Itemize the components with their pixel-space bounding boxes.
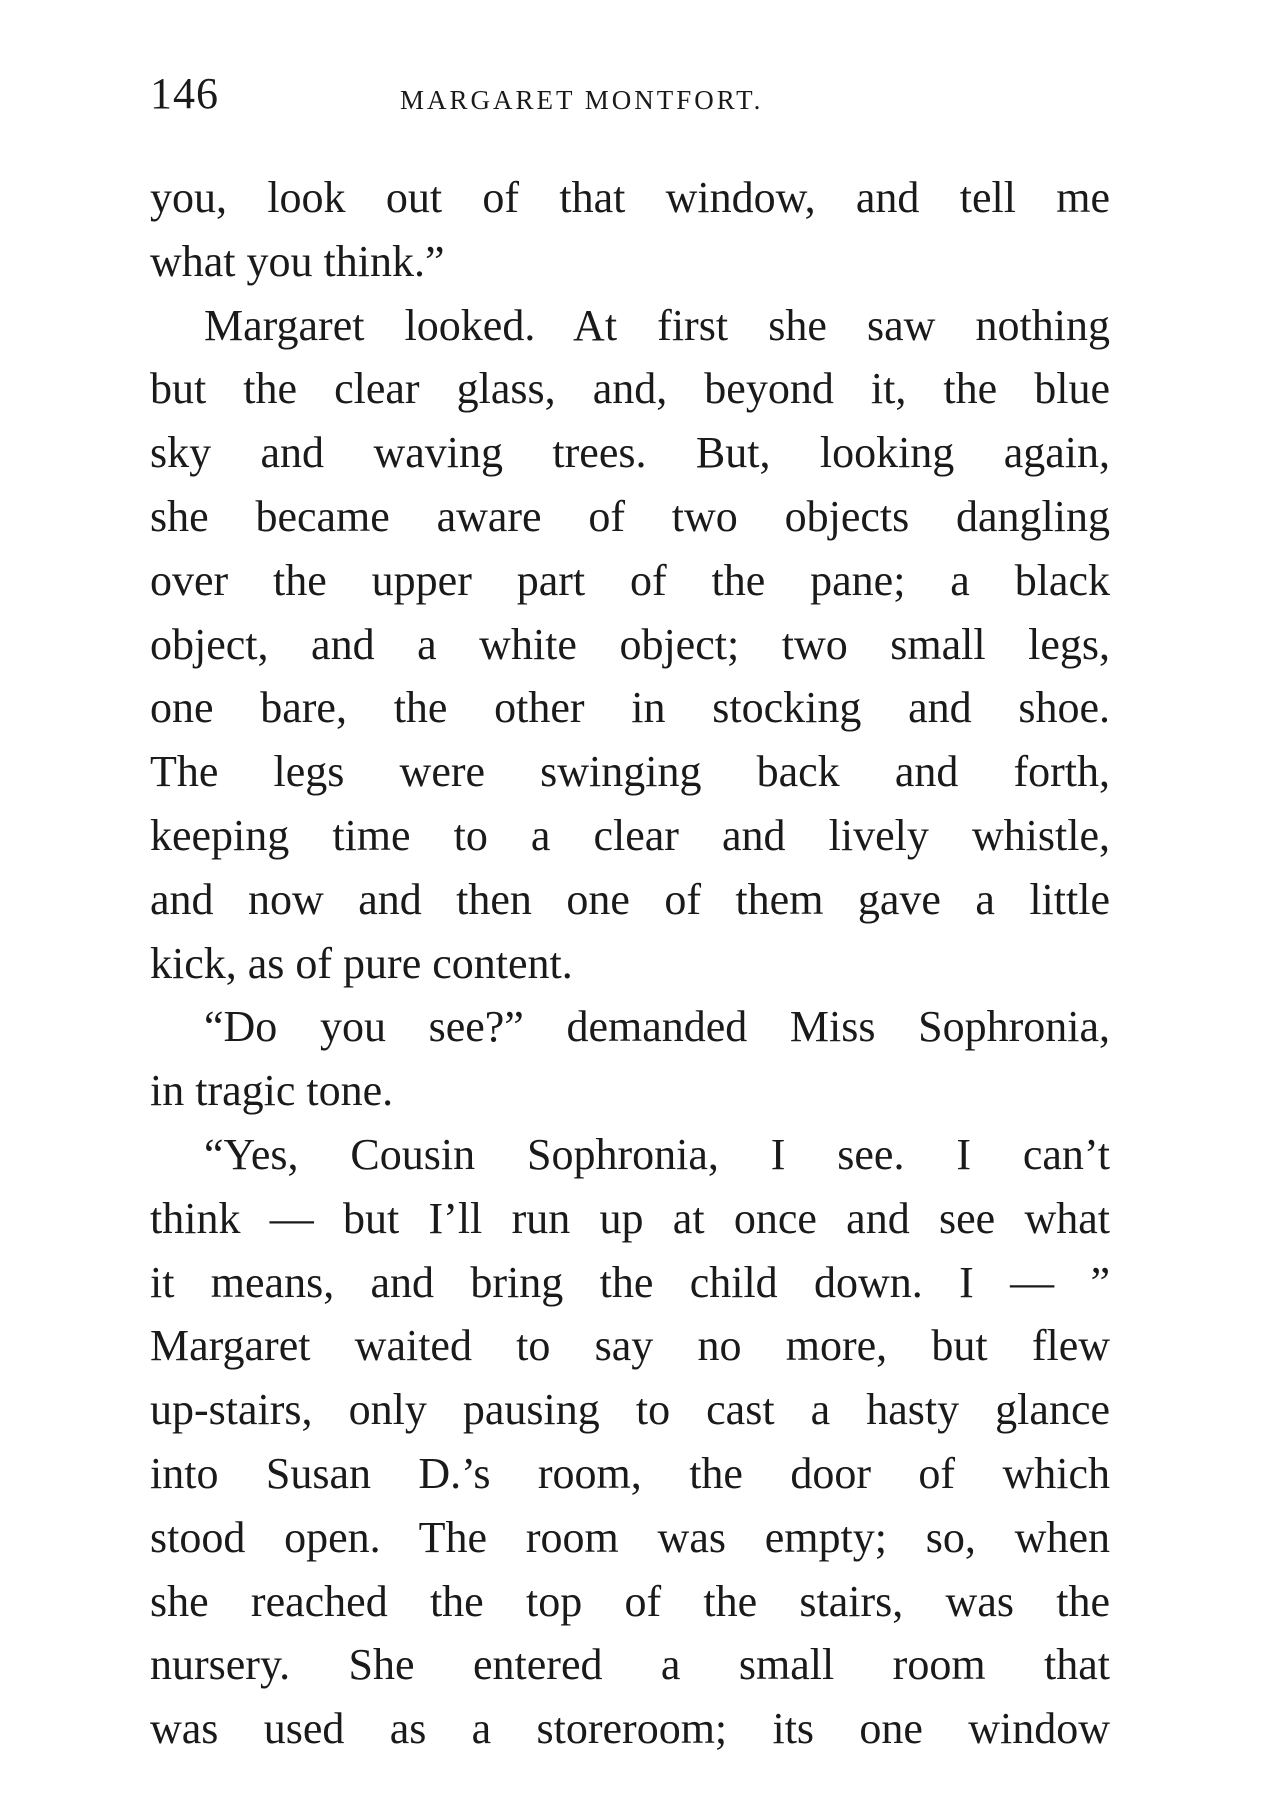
text-line: stood open. The room was empty; so, when <box>150 1512 1110 1562</box>
text-line: in tragic tone. <box>150 1066 394 1116</box>
text-line: The legs were swinging back and forth, <box>150 747 1110 797</box>
text-line: what you think.” <box>150 236 445 286</box>
text-line: think — but I’ll run up at once and see what <box>150 1193 1110 1243</box>
text-line: “Yes, Cousin Sophronia, I see. I can’t <box>204 1129 1110 1179</box>
text-line: keeping time to a clear and lively whistle, <box>150 810 1110 860</box>
text-line: she became aware of two objects dangling <box>150 491 1110 541</box>
text-line: nursery. She entered a small room that <box>150 1640 1110 1690</box>
text-line: sky and waving trees. But, looking again, <box>150 428 1110 478</box>
text-line: into Susan D.’s room, the door of which <box>150 1448 1110 1498</box>
text-line: object, and a white object; two small legs, <box>150 619 1110 669</box>
text-line: kick, as of pure content. <box>150 938 573 988</box>
text-line: up-stairs, only pausing to cast a hasty glance <box>150 1385 1110 1435</box>
text-line: one bare, the other in stocking and shoe. <box>150 683 1110 733</box>
text-line: was used as a storeroom; its one window <box>150 1704 1110 1754</box>
page-number: 146 <box>150 69 219 118</box>
page-body-text <box>150 166 1110 1761</box>
text-line: it means, and bring the child down. I — ” <box>150 1257 1110 1307</box>
text-line: and now and then one of them gave a little <box>150 874 1110 924</box>
text-line: she reached the top of the stairs, was the <box>150 1576 1110 1626</box>
text-line: but the clear glass, and, beyond it, the blue <box>150 364 1110 414</box>
text-line: over the upper part of the pane; a black <box>150 555 1110 605</box>
text-line: you, look out of that window, and tell me <box>150 173 1110 222</box>
running-title: MARGARET MONTFORT. <box>400 85 764 115</box>
text-line: “Do you see?” demanded Miss Sophronia, <box>204 1002 1110 1052</box>
text-line: Margaret waited to say no more, but flew <box>150 1321 1110 1371</box>
text-line: Margaret looked. At first she saw nothing <box>204 300 1110 350</box>
page-header <box>150 64 1110 124</box>
